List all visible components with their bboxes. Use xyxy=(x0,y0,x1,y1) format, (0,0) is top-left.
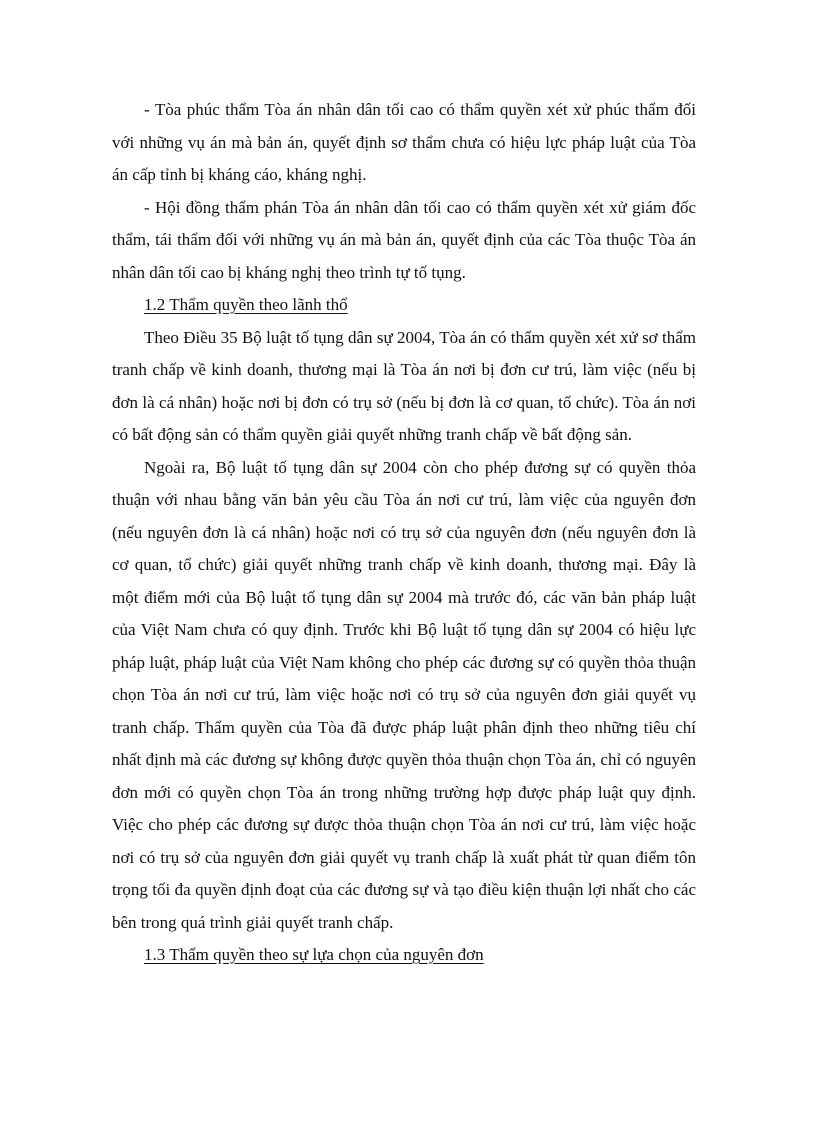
paragraph-article-35: Theo Điều 35 Bộ luật tố tụng dân sự 2004, Tòa án có thẩm quyền xét xử sơ thẩm tranh chấp về kinh doanh, thương mại là Tòa án nơi bị đơn cư trú, làm việc (nếu bị đơn là cá nhân) hoặc nơi bị đơn có trụ sở (nếu bị đơn là cơ quan, tổ chức). Tòa án nơi có bất động sản có thẩm quyền giải quyết những tranh chấp về bất động sản. xyxy=(112,327,696,444)
section-heading-1-2 xyxy=(112,289,696,322)
section-heading-1-2-text: 1.2 Thẩm quyền theo lãnh thổ xyxy=(144,295,348,314)
section-heading-1-3 xyxy=(112,939,696,972)
paragraph-judicial-council: - Hội đồng thẩm phán Tòa án nhân dân tối cao có thẩm quyền xét xử giám đốc thẩm, tái thẩm đối với những vụ án mà bản án, quyết định của các Tòa thuộc Tòa án nhân dân tối cao bị kháng nghị theo trình tự tố tụng. xyxy=(112,197,696,282)
paragraph-appeal-court: - Tòa phúc thẩm Tòa án nhân dân tối cao có thẩm quyền xét xử phúc thẩm đối với những vụ án mà bản án, quyết định sơ thẩm chưa có hiệu lực pháp luật của Tòa án cấp tỉnh bị kháng cáo, kháng nghị. xyxy=(112,100,696,184)
paragraph-party-agreement: Ngoài ra, Bộ luật tố tụng dân sự 2004 còn cho phép đương sự có quyền thỏa thuận với nhau bằng văn bản yêu cầu Tòa án nơi cư trú, làm việc của nguyên đơn (nếu nguyên đơn là cá nhân) hoặc nơi có trụ sở của nguyên đơn (nếu nguyên đơn là cơ quan, tổ chức) giải quyết những tranh chấp về kinh doanh, thương mại. Đây là một điểm mới của Bộ luật tố tụng dân sự 2004 mà trước đó, các văn bản pháp luật của Việt Nam chưa có quy định. Trước khi Bộ luật tố tụng dân sự 2004 có hiệu lực pháp luật, pháp luật của Việt Nam không cho phép các đương sự có quyền thỏa thuận chọn Tòa án nơi cư trú, làm việc hoặc nơi có trụ sở của nguyên đơn giải quyết vụ tranh chấp. Thẩm quyền của Tòa đã được pháp luật phân định theo những tiêu chí nhất định mà các đương sự không được quyền thỏa thuận chọn Tòa án, chỉ có nguyên đơn mới có quyền chọn Tòa án trong những trường hợp được pháp luật quy định. Việc cho phép các đương sự được thỏa thuận chọn Tòa án nơi cư trú, làm việc hoặc nơi có trụ sở của nguyên đơn giải quyết vụ tranh chấp là xuất phát từ quan điểm tôn trọng tối đa quyền định đoạt của các đương sự và tạo điều kiện thuận lợi nhất cho các bên trong quá trình giải quyết tranh chấp. xyxy=(112,457,696,932)
section-heading-1-3-text: 1.3 Thẩm quyền theo sự lựa chọn của nguyên đơn xyxy=(144,945,484,964)
document-body xyxy=(112,94,696,972)
